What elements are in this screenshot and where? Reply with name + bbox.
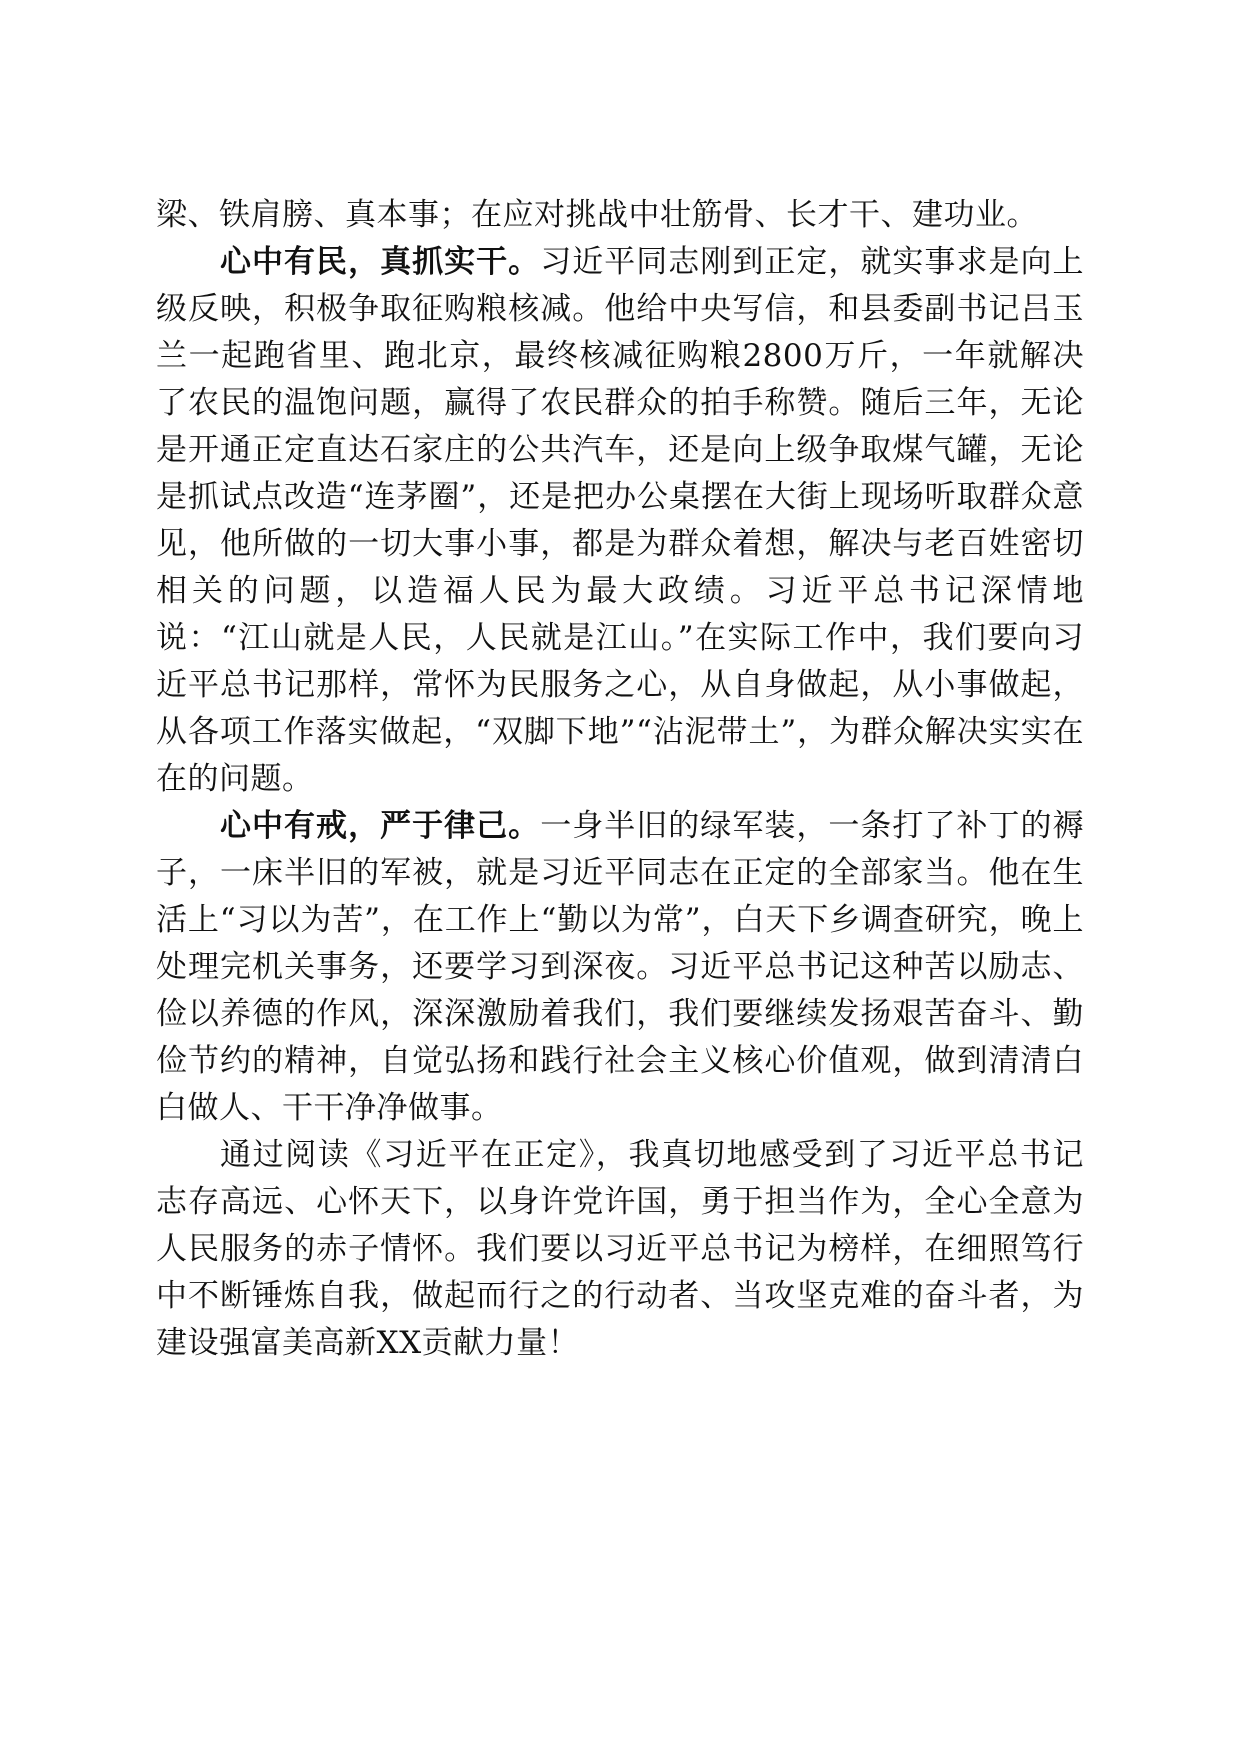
paragraph-4-text: 通过阅读《习近平在正定》，我真切地感受到了习近平总书记志存高远、心怀天下，以身许党许国，勇于担当作为，全心全意为人民服务的赤子情怀。我们要以习近平总书记为榜样，在细照笃行中不断锤炼自我，做起而行之的行动者、当攻坚克难的奋斗者，为建设强富美高新XX贡献力量！ — [156, 1137, 1084, 1361]
paragraph-1-text: 梁、铁肩膀、真本事；在应对挑战中壮筋骨、长才干、建功业。 — [156, 197, 1038, 233]
paragraph-2-text: 习近平同志刚到正定，就实事求是向上级反映，积极争取征购粮核减。他给中央写信，和县委副书记吕玉兰一起跑省里、跑北京，最终核减征购粮2800万斤，一年就解决了农民的温饱问题，赢得了农民群众的拍手称赞。随后三年，无论是开通正定直达石家庄的公共汽车，还是向上级争取煤气罐，无论是抓试点改造“连茅圈”，还是把办公桌摆在大街上现场听取群众意见，他所做的一切大事小事，都是为群众着想，解决与老百姓密切相关的问题，以造福人民为最大政绩。习近平总书记深情地说：“江山就是人民，人民就是江山。”在实际工作中，我们要向习近平总书记那样，常怀为民服务之心，从自身做起，从小事做起，从各项工作落实做起，“双脚下地”“沾泥带土”，为群众解决实实在在的问题。 — [156, 244, 1085, 797]
document-page — [156, 192, 1084, 1367]
paragraph-3-lead: 心中有戒，严于律己。 — [220, 808, 541, 844]
paragraph-2 — [156, 239, 1084, 803]
paragraph-3 — [156, 803, 1084, 1132]
paragraph-3-text: 一身半旧的绿军装，一条打了补丁的褥子，一床半旧的军被，就是习近平同志在正定的全部家当。他在生活上“习以为苦”，在工作上“勤以为常”，白天下乡调查研究，晚上处理完机关事务，还要学习到深夜。习近平总书记这种苦以励志、俭以养德的作风，深深激励着我们，我们要继续发扬艰苦奋斗、勤俭节约的精神，自觉弘扬和践行社会主义核心价值观，做到清清白白做人、干干净净做事。 — [156, 808, 1085, 1126]
paragraph-1 — [156, 192, 1084, 239]
paragraph-4 — [156, 1132, 1084, 1367]
paragraph-2-lead: 心中有民，真抓实干。 — [220, 244, 541, 280]
